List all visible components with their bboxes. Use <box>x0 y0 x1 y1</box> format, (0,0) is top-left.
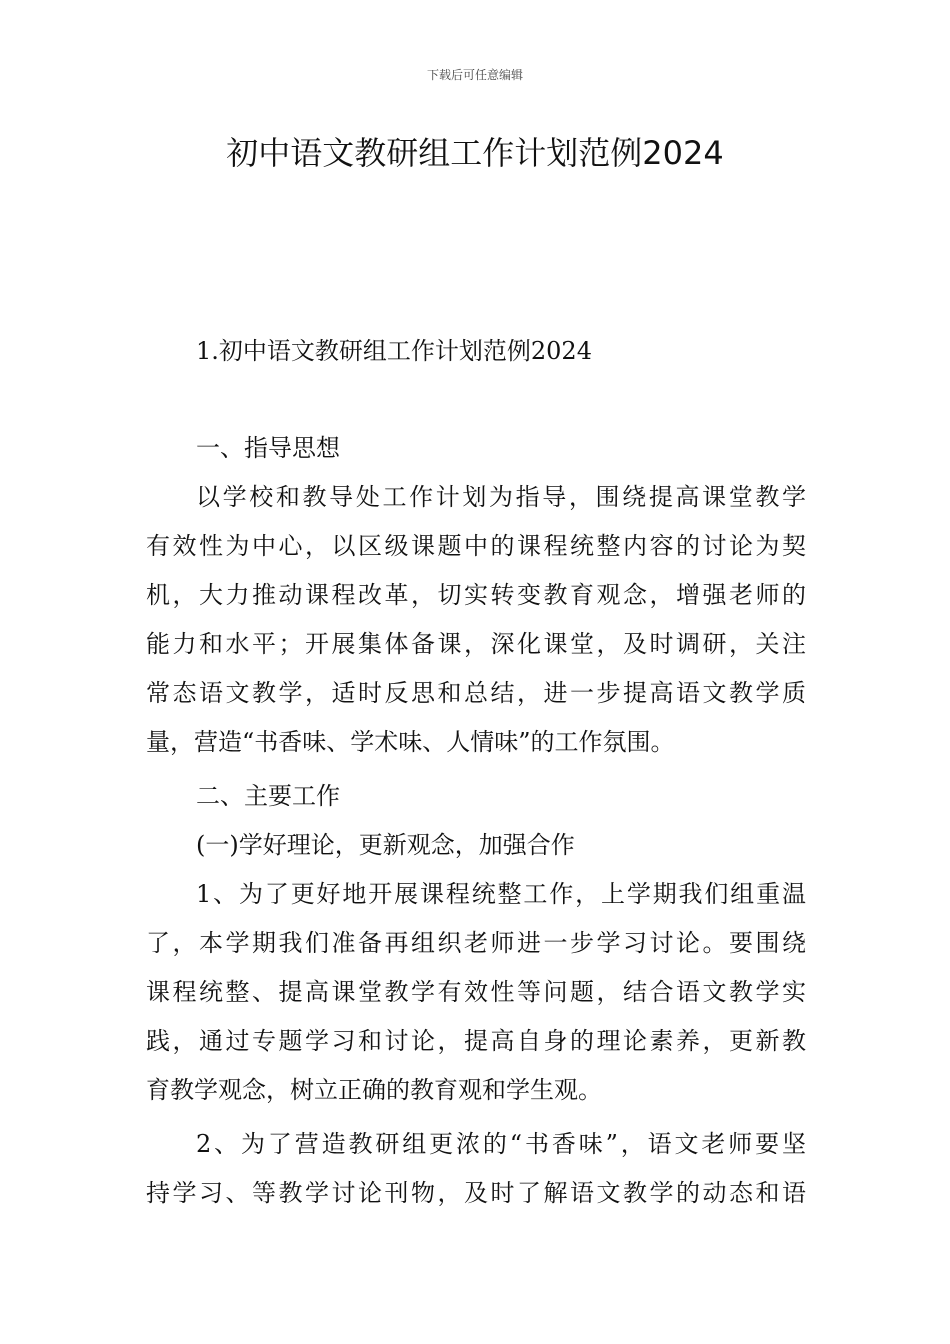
paragraph-line: 有效性为中心，以区级课题中的课程统整内容的讨论为契 <box>146 532 806 560</box>
paragraph-line: 课程统整、提高课堂教学有效性等问题，结合语文教学实 <box>146 978 806 1006</box>
header-note: 下载后可任意编辑 <box>426 68 523 82</box>
paragraph-line: 了，本学期我们准备再组织老师进一步学习讨论。要围绕 <box>146 929 806 957</box>
section-heading-guiding-thought: 一、指导思想 <box>196 434 340 462</box>
paragraph-line: 育教学观念，树立正确的教育观和学生观。 <box>146 1076 602 1104</box>
paragraph-line: 机，大力推动课程改革，切实转变教育观念，增强老师的 <box>146 581 806 609</box>
paragraph-line: 能力和水平；开展集体备课，深化课堂，及时调研，关注 <box>146 630 806 658</box>
section-heading-numbered: 1.初中语文教研组工作计划范例2024 <box>196 337 592 365</box>
paragraph-line: 持学习、等教学讨论刊物，及时了解语文教学的动态和语 <box>146 1179 806 1207</box>
document-title: 初中语文教研组工作计划范例2024 <box>226 134 724 172</box>
paragraph-line: 以学校和教导处工作计划为指导，围绕提高课堂教学 <box>196 483 806 511</box>
subsection-heading: (一)学好理论，更新观念，加强合作 <box>196 831 575 859</box>
paragraph-line: 践，通过专题学习和讨论，提高自身的理论素养，更新教 <box>146 1027 806 1055</box>
paragraph-line: 2、为了营造教研组更浓的“书香味”，语文老师要坚 <box>196 1130 806 1158</box>
paragraph-line: 量，营造“书香味、学术味、人情味”的工作氛围。 <box>146 728 675 756</box>
paragraph-line: 1、为了更好地开展课程统整工作，上学期我们组重温 <box>196 880 806 908</box>
paragraph-line: 常态语文教学，适时反思和总结，进一步提高语文教学质 <box>146 679 806 707</box>
section-heading-main-work: 二、主要工作 <box>196 782 340 810</box>
